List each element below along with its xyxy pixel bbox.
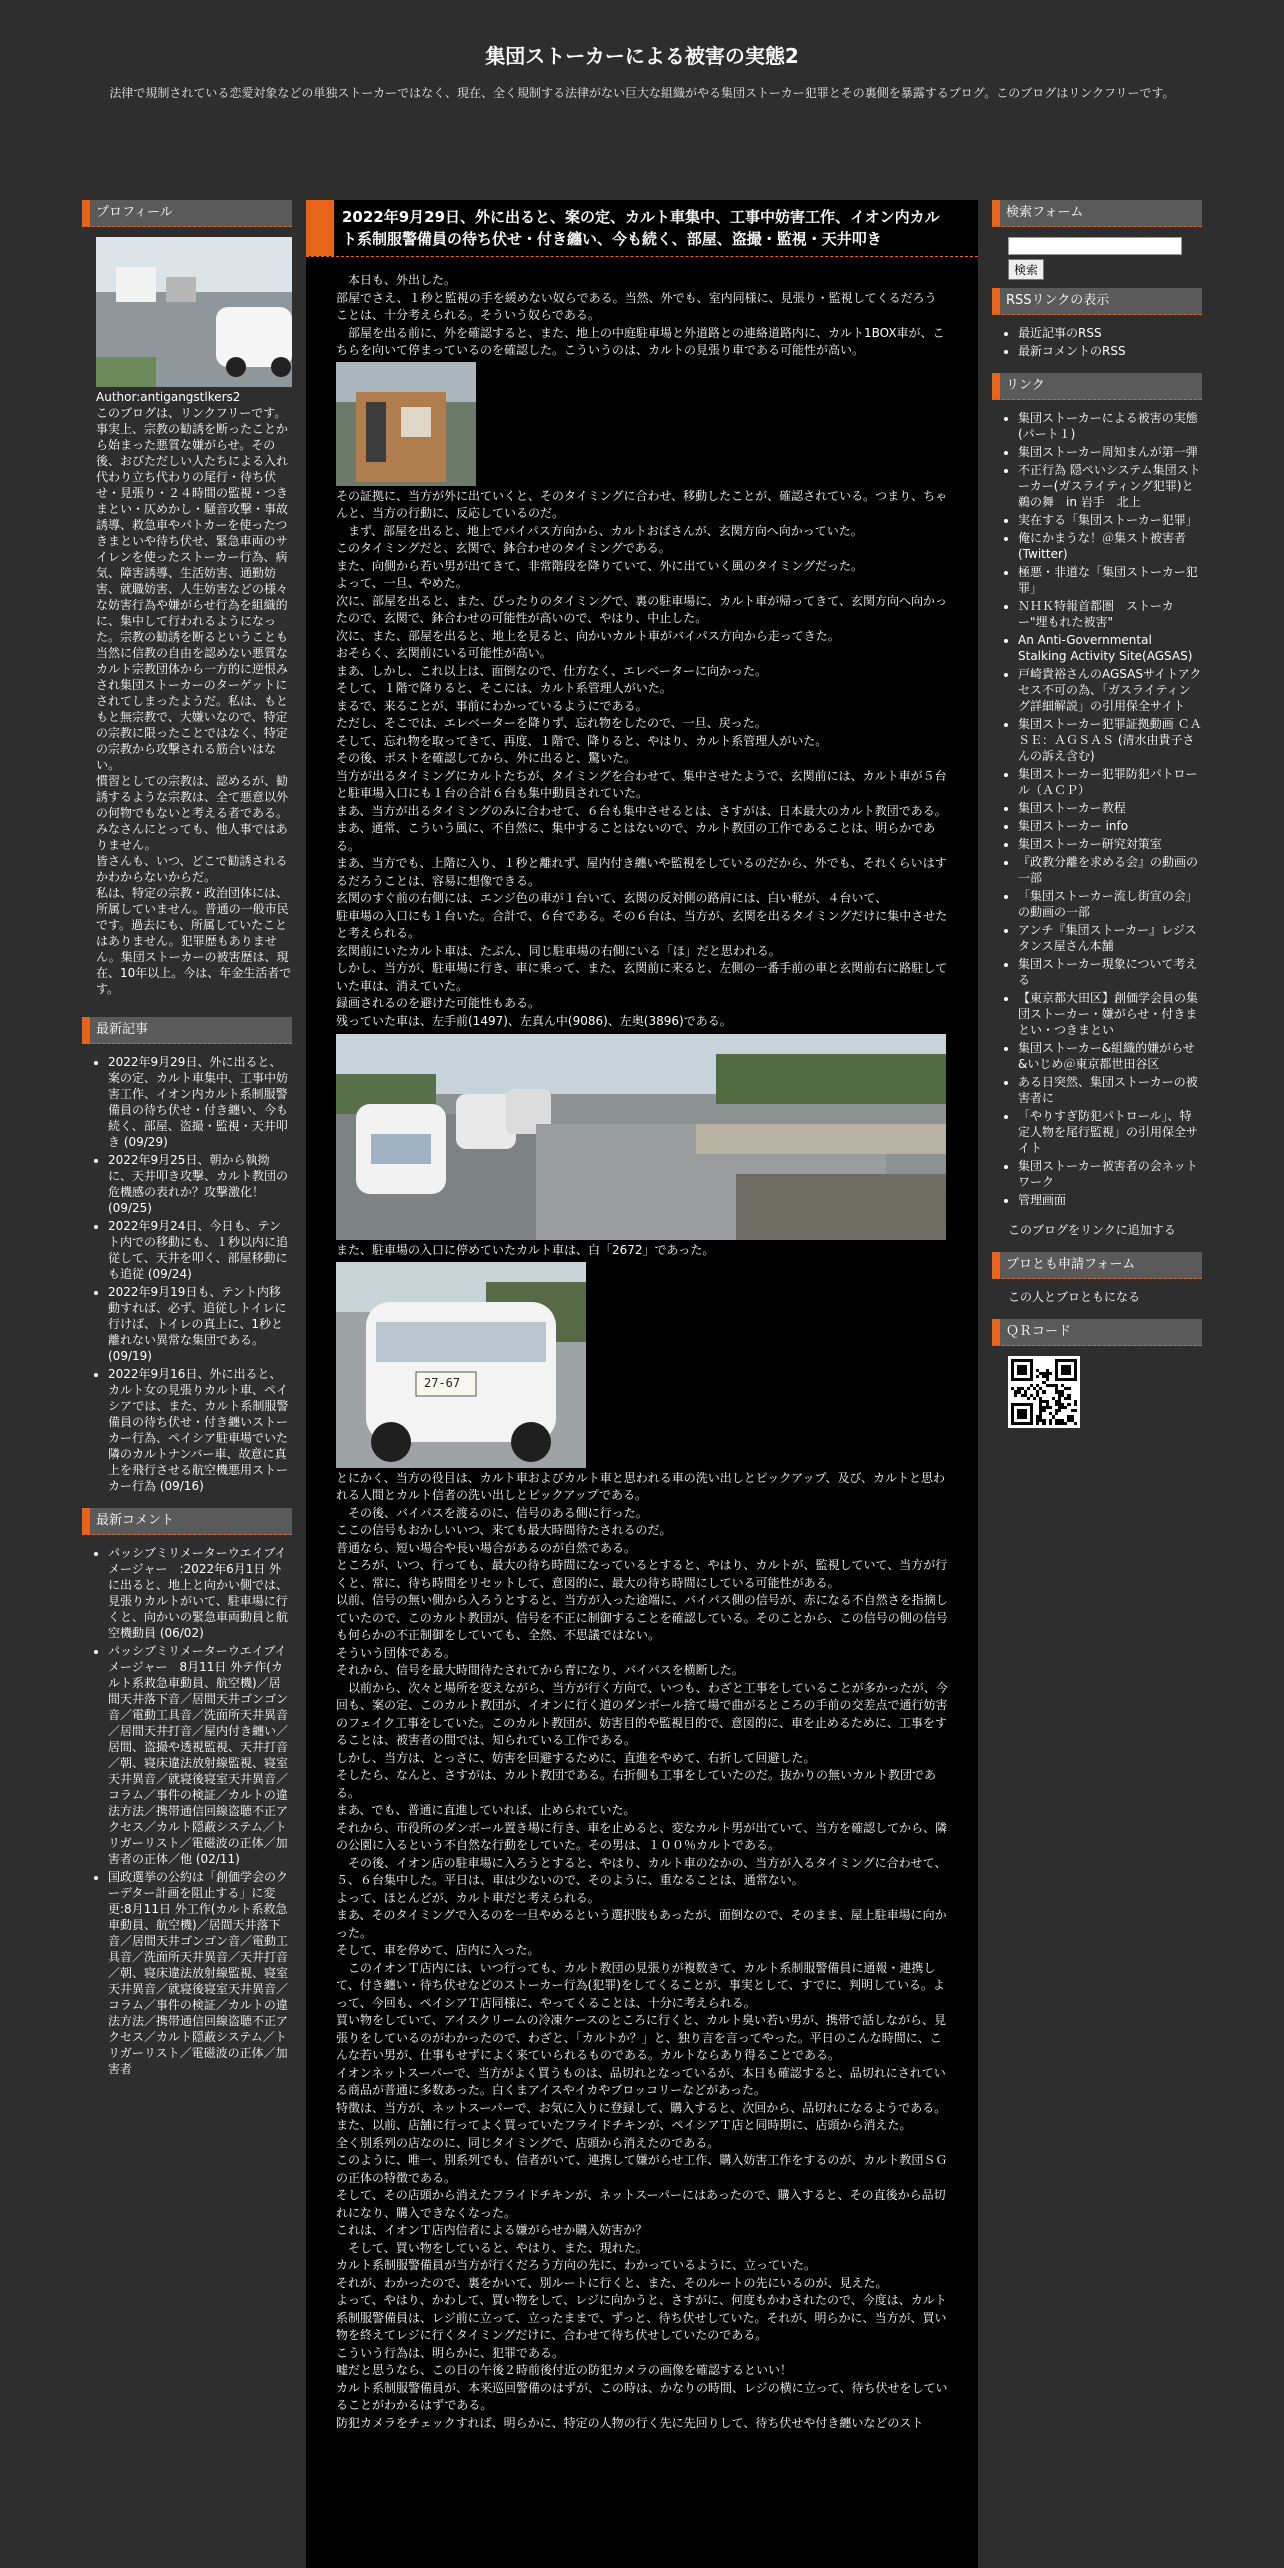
post-paragraph: 玄関のすぐ前の右側には、エンジ色の車が１台いて、玄関の反対側の路肩には、白い軽が、４台いて、 xyxy=(336,891,888,905)
post-paragraph: 次に、部屋を出ると、また、ぴったりのタイミングで、裏の駐車場に、カルト車が帰ってきて、玄関方向へ向かったので、玄関で、鉢合わせの可能性が高いので、やはり、中止した。 xyxy=(336,593,948,625)
post-paragraph: こういう行為は、明らかに、犯罪である。 xyxy=(336,2345,565,2360)
sidebar-link[interactable]: • ある日突然、集団ストーカーの被害者に xyxy=(1018,1074,1202,1106)
post-paragraph: まず、部屋を出ると、地上でバイパス方向から、カルトおばさんが、玄関方向へ向かっていた。 xyxy=(336,523,863,538)
car-plate: 27-67 xyxy=(424,1375,461,1390)
post-paragraph: また、駐車場の入口に停めていたカルト車は、白「2672」であった。 xyxy=(336,1243,715,1257)
post-paragraph: まるで、来ることが、事前にわかっているようにである。 xyxy=(336,698,648,713)
friend-form-widget-title: ブロとも申請フォーム xyxy=(992,1252,1202,1279)
post-paragraph: このイオンＴ店内には、いつ行っても、カルト教団の見張りが複数きて、カルト系制服警備員に通報・連携して、付き纏い・待ち伏せなどのストーカー行為(犯罪)をしてくることが、事実として、すでに、判明している。よって、今回も、ペイシアＴ店同様に、やってくることは、十分に考えられる。 xyxy=(336,1960,946,2010)
sidebar-link[interactable]: • アンチ『集団ストーカー』レジスタンス屋さん本舗 xyxy=(1018,922,1202,954)
recent-post-link[interactable]: • 2022年9月24日、今日も、テント内での移動にも、１秒以内に追従して、天井を叩く、部屋移動にも追従 (09/24) xyxy=(108,1218,292,1282)
post-paragraph: その証拠に、当方が外に出ていくと、そのタイミングに合わせ、移動したことが、確認されている。つまり、ちゃんと、当方の行動に、反応しているのだ。 xyxy=(336,488,948,520)
post-paragraph: 以前から、次々と場所を変えながら、当方が行く方向で、いつも、わざと工事をしていることが多かったが、今回も、案の定、このカルト教団が、イオンに行く道のダンボール捨て場で曲がるところの手前の交差点で通行妨害のフェイク工事をしていた。このカルト教団が、妨害目的や監視目的で、意図的に、車を止めるために、工事をすることは、被害者の間では、知られている工作である。 xyxy=(336,1680,948,1747)
sidebar-link[interactable]: • 実在する「集団ストーカー犯罪」 xyxy=(1018,512,1202,528)
post-paragraph: 次に、また、部屋を出ると、地上を見ると、向かいカルト車がバイパス方向から走ってきた。 xyxy=(336,628,840,643)
post-paragraph: 防犯カメラをチェックすれば、明らかに、特定の人物の行く先に先回りして、待ち伏せや付き纏いなどのスト xyxy=(336,2415,924,2430)
rss-list xyxy=(992,325,1202,359)
sidebar-link[interactable]: • 集団ストーカー犯罪証拠動画 ＣＡＳＥ：ＡＧＳＡＳ (清水由貴子さんの訴え含む) xyxy=(1018,716,1202,764)
sidebar-link[interactable]: • 集団ストーカー周知まんが第一弾 xyxy=(1018,444,1202,460)
profile-widget-title: プロフィール xyxy=(82,200,292,227)
post-paragraph: よって、一旦、やめた。 xyxy=(336,576,468,590)
post-paragraph: しかし、当方が、駐車場に行き、車に乗って、また、玄関前に来ると、左側の一番手前の車と玄関前右に路駐していた車は、消えていた。 xyxy=(336,961,948,993)
links-widget-title: リンク xyxy=(992,373,1202,400)
recent-comment-link[interactable]: • パッシブミリメーターウエイブイメージャー :2022年6月1日 外に出ると、地上と向かい側では、見張りカルトがいて、駐車場に行くと、向かいの緊急車両動員と航空機動員 (06/02) xyxy=(108,1545,292,1641)
post-area xyxy=(306,200,978,2568)
post-photo-1[interactable] xyxy=(336,362,476,486)
post-paragraph: まあ、しかし、これ以上は、面倒なので、仕方なく、エレベーターに向かった。 xyxy=(336,663,768,678)
sidebar-link[interactable]: • 集団ストーカー犯罪防犯パトロール（ＡＣＰ） xyxy=(1018,766,1202,798)
post-paragraph: そして、１階で降りると、そこには、カルト系管理人がいた。 xyxy=(336,681,672,695)
sidebar-link[interactable]: • An Anti-Governmental Stalking Activity Site(AGSAS) xyxy=(1018,632,1202,664)
sidebar-link[interactable]: • 集団ストーカー現象について考える xyxy=(1018,956,1202,988)
post-paragraph: このタイミングだと、玄関で、鉢合わせのタイミングである。 xyxy=(336,541,671,555)
sidebar-link[interactable]: • 【東京都大田区】創価学会員の集団ストーカー・嫌がらせ・付きまとい・つきまとい xyxy=(1018,990,1202,1038)
blog-description: 法律で規制されている恋愛対象などの単独ストーカーではなく、現在、全く規制する法律がない巨大な組織がやる集団ストーカー犯罪とその裏側を暴露するブログ。このブログはリンクフリーです。 xyxy=(109,86,1175,100)
post-paragraph: また、以前、店舗に行ってよく買っていたフライドチキンが、ペイシアＴ店と同時期に、店頭から消えた。 xyxy=(336,2118,912,2132)
post-paragraph: 駐車場の入口にも１台いた。合計で、６台である。その６台は、当方が、玄関を出るタイミングだけに集中させたと考えられる。 xyxy=(336,908,948,940)
post-paragraph: そして、その店頭から消えたフライドチキンが、ネットスーパーにはあったので、購入すると、その直後から品切れになり、購入できなくなった。 xyxy=(336,2188,946,2220)
post-paragraph: そして、忘れ物を取ってきて、再度、１階で、降りると、やはり、カルト系管理人がいた。 xyxy=(336,733,828,748)
post-title-accent xyxy=(306,200,334,256)
post-paragraph: よって、やはり、かわして、買い物をして、レジに向かうと、さすがに、何度もかわされたので、今度は、カルト系制服警備員は、レジ前に立って、立ったままで、ずっと、待ち伏せしていた。それが、明らかに、当方が、買い物を終えてレジに行くタイミングだけに、合わせて待ち伏せしていたのである。 xyxy=(336,2293,947,2342)
become-friend-link[interactable]: この人とブロともになる xyxy=(1008,1290,1141,1304)
recent-comments-list xyxy=(82,1545,292,2077)
recent-comments-widget-title: 最新コメント xyxy=(82,1508,292,1535)
search-widget-title: 検索フォーム xyxy=(992,200,1202,227)
sidebar-link[interactable]: • 集団ストーカー研究対策室 xyxy=(1018,836,1202,852)
recent-comment-link[interactable]: • 国政選挙の公約は「創価学会のクーデター計画を阻止する」に変更:8月11日 外工作(カルト系救急車動員、航空機)／居間天井落下音／居間天井ゴンゴン音／電動工具音／洗面所天井異音／天井打音／朝、寝床違法放射線監視、寝室天井異音／就寝後寝室天井異音／コラム／事件の検証／カルトの違法方法／携帯通信回線盗聴不正アクセス／カルト隠蔽システム／トリガーリスト／電磁波の正体／加害者 xyxy=(108,1869,292,2077)
blog-header xyxy=(0,0,1284,190)
sidebar-link[interactable]: • 集団ストーカー info xyxy=(1018,818,1202,834)
post-paragraph: 以前、信号の無い側から入ろうとすると、当方が入った途端に、バイパス側の信号が、赤になる不自然さを指摘していたので、このカルト教団が、信号を不正に制御することを確認している。そのことから、この信号の側の信号も何らかの不正制御をしていても、全然、不思議ではない。 xyxy=(336,1593,948,1642)
post-paragraph: 当方が出るタイミングにカルトたちが、タイミングを合わせて、集中させたようで、玄関前には、カルト車が５台と駐車場入口にも１台の合計６台も集中動員されていた。 xyxy=(336,768,947,800)
post-paragraph: カルト系制服警備員が、本来巡回警備のはずが、この時は、かなりの時間、レジの横に立って、待ち伏せをしていることがわかるはずである。 xyxy=(336,2380,948,2412)
post-paragraph: 部屋を出る前に、外を確認すると、また、地上の中庭駐車場と外道路との連絡道路内に、カルト1BOX車が、こちらを向いて停まっているのを確認した。こういうのは、カルトの見張り車である可能性が高い。 xyxy=(336,325,945,357)
rss-link[interactable]: • 最近記事のRSS xyxy=(1018,325,1202,341)
sidebar-link[interactable]: • 戸崎貴裕さんのAGSASサイトアクセス不可の為、「ガスライティング詳細解説」の引用保全サイト xyxy=(1018,666,1202,714)
sidebar-link[interactable]: • 集団ストーカー&組織的嫌がらせ&いじめ＠東京都世田谷区 xyxy=(1018,1040,1202,1072)
post-paragraph: そしたら、なんと、さすがは、カルト教団である。右折側も工事をしていたのだ。抜かりの無いカルト教団である。 xyxy=(336,1768,937,1800)
blog-title[interactable]: 集団ストーカーによる被害の実態2 xyxy=(485,44,799,68)
post-paragraph: 玄関前にいたカルト車は、たぶん、同じ駐車場の右側にいる「ほ」だと思われる。 xyxy=(336,943,781,958)
post-paragraph: その後、バイパスを渡るのに、信号のある側に行った。 xyxy=(336,1505,648,1520)
sidebar-link[interactable]: • 俺にかまうな！＠集スト被害者(Twitter) xyxy=(1018,530,1202,562)
post-paragraph: 嘘だと思うなら、この日の午後２時前後付近の防犯カメラの画像を確認するといい！ xyxy=(336,2363,793,2377)
post-paragraph: 特徴は、当方が、ネットスーパーで、お気に入りに登録して、購入すると、次回から、品切れになるようである。 xyxy=(336,2100,947,2115)
sidebar-link[interactable]: • 『政教分離を求める会』の動画の一部 xyxy=(1018,854,1202,886)
qr-code-icon xyxy=(1008,1356,1080,1428)
post-paragraph: そういう団体である。 xyxy=(336,1645,457,1660)
post-paragraph: よって、ほとんどが、カルト車だと考えられる。 xyxy=(336,1890,600,1905)
rss-widget-title: RSSリンクの表示 xyxy=(992,288,1202,315)
post-title[interactable]: 2022年9月29日、外に出ると、案の定、カルト車集中、工事中妨害工作、イオン内カルト系制服警備員の待ち伏せ・付き纏い、今も続く、部屋、盗撮・監視・天井叩き xyxy=(342,208,940,248)
post-paragraph: イオンネットスーパーで、当方がよく買うものは、品切れとなっているが、本日も確認すると、品切れにされている商品が普通に多数あった。白くまアイスやイカやブロッコリーなどがあった。 xyxy=(336,2065,946,2097)
post-paragraph: とにかく、当方の役目は、カルト車およびカルト車と思われる車の洗い出しとピックアップ、及び、カルトと思われる人間とカルト信者の洗い出しとピックアップである。 xyxy=(336,1470,946,1502)
post-paragraph: ただし、そこでは、エレベーターを降りず、忘れ物をしたので、一旦、戻った。 xyxy=(336,716,767,730)
sidebar-link[interactable]: • 集団ストーカー教程 xyxy=(1018,800,1202,816)
sidebar-link[interactable]: • 極悪・非道な「集団ストーカー犯罪」 xyxy=(1018,564,1202,596)
recent-post-link[interactable]: • 2022年9月25日、朝から執拗に、天井叩き攻撃、カルト教団の危機感の表れか？攻撃激化！ (09/25) xyxy=(108,1152,292,1216)
post-photo-2[interactable] xyxy=(336,1034,946,1240)
post-section-4 xyxy=(336,1470,948,2433)
post-paragraph: まあ、当方でも、上階に入り、１秒と離れず、屋内付き纏いや監視をしているのだから、外でも、それくらいはするだろうことは、容易に想像できる。 xyxy=(336,856,947,888)
sidebar-link[interactable]: • 不正行為 隠ぺいシステム集団ストーカー(ガスライティング犯罪)と 鵜の舞 in 岩手 北上 xyxy=(1018,462,1202,510)
search-button[interactable]: 検索 xyxy=(1008,259,1044,280)
post-paragraph: その後、イオン店の駐車場に入ろうとすると、やはり、カルト車のなかの、当方が入るタイミングに合わせて、５、６台集中した。平日は、車は少ないので、そのように、重なることは、通常ない。 xyxy=(336,1855,947,1887)
post-title-box xyxy=(306,200,978,257)
post-paragraph: まあ、そのタイミングで入るのを一旦やめるという選択肢もあったが、面倒なので、そのまま、屋上駐車場に向かった。 xyxy=(336,1908,947,1940)
post-paragraph: それから、市役所のダンボール置き場に行き、車を止めると、変なカルト男が出ていて、当方を確認してから、隣の公園に入るという不自然な行動をしていた。その男は、１００％カルトである。 xyxy=(336,1820,948,1852)
recent-posts-list xyxy=(82,1054,292,1494)
recent-post-link[interactable]: • 2022年9月19日も、テント内移動すれば、必ず、追従しトイレに行けば、トイレの真上に、1秒と離れない異常な集団である。(09/19) xyxy=(108,1284,292,1364)
post-paragraph: そして、車を停めて、店内に入った。 xyxy=(336,1943,540,1957)
post-paragraph: また、向側から若い男が出てきて、非常階段を降りていて、外に出ていく風のタイミングだった。 xyxy=(336,558,864,573)
links-list xyxy=(992,410,1206,1208)
post-paragraph: その後、ポストを確認してから、外に出ると、驚いた。 xyxy=(336,751,637,765)
sidebar-link[interactable]: • 「集団ストーカー流し街宣の会」の動画の一部 xyxy=(1018,888,1202,920)
post-section-3 xyxy=(336,1242,948,1260)
qr-widget-title: ＱＲコード xyxy=(992,1319,1202,1346)
right-sidebar xyxy=(992,200,1206,1428)
post-section-1 xyxy=(336,272,948,360)
recent-posts-widget-title: 最新記事 xyxy=(82,1017,292,1044)
post-paragraph: ところが、いつ、行っても、最大の待ち時間になっているとすると、やはり、カルトが、監視していて、当方が行くと、常に、待ち時間をリセットして、意図的に、最大の待ち時間にしている可能性がある。 xyxy=(336,1558,948,1590)
post-photo-3[interactable] xyxy=(336,1262,586,1468)
post-paragraph: ここの信号もおかしいいつ、来ても最大時間待たされるのだ。 xyxy=(336,1523,672,1537)
recent-post-link[interactable]: • 2022年9月16日、外に出ると、カルト女の見張りカルト車、ペイシアでは、また、カルト系制服警備員の待ち伏せ・付き纏いストーカー行為、ペイシア駐車場でいた隣のカルトナンバー車、故意に真上を飛行させる航空機悪用ストーカー行為 (09/16) xyxy=(108,1366,292,1494)
profile-photo-icon xyxy=(96,237,292,387)
post-paragraph: そして、買い物をしていると、やはり、また、現れた。 xyxy=(336,2240,648,2255)
add-link-to-blog[interactable]: このブログをリンクに追加する xyxy=(1008,1223,1176,1237)
recent-post-link[interactable]: • 2022年9月29日、外に出ると、案の定、カルト車集中、工事中妨害工作、イオン内カルト系制服警備員の待ち伏せ・付き纏い、今も続く、部屋、盗撮・監視・天井叩き (09/29) xyxy=(108,1054,292,1150)
sidebar-link[interactable]: • 管理画面 xyxy=(1018,1192,1202,1208)
post-paragraph: 録画されるのを避けた可能性もある。 xyxy=(336,996,541,1010)
post-paragraph: 普通なら、短い場合や長い場合があるのが自然である。 xyxy=(336,1540,637,1555)
post-paragraph: これは、イオンＴ店内信者による嫌がらせか購入妨害か？ xyxy=(336,2223,648,2237)
post-body xyxy=(336,272,948,2432)
sidebar-link[interactable]: • 集団ストーカーによる被害の実態(パート１) xyxy=(1018,410,1202,442)
post-paragraph: カルト系制服警備員が当方が行くだろう方向の先に、わかっているように、立っていた。 xyxy=(336,2258,817,2272)
sidebar-link[interactable]: • 集団ストーカー被害者の会ネットワーク xyxy=(1018,1158,1202,1190)
sidebar-link[interactable]: • 「やりすぎ防犯パトロール」、特定人物を尾行監視」の引用保全サイト xyxy=(1018,1108,1202,1156)
post-paragraph: 部屋でさえ、１秒と監視の手を緩めない奴らである。当然、外でも、室内同様に、見張り・監視してくるだろうことは、十分考えられる。そういう奴らである。 xyxy=(336,290,937,322)
post-paragraph: 全く別系列の店なのに、同じタイミングで、店頭から消えたのである。 xyxy=(336,2135,720,2150)
post-paragraph: このように、唯一、別系列でも、信者がいて、連携して嫌がらせ工作、購入妨害工作をするのが、カルト教団ＳＧの正体の特徴である。 xyxy=(336,2153,948,2185)
left-sidebar xyxy=(82,200,292,2091)
post-paragraph: まあ、通常、こういう風に、不自然に、集中することはないので、カルト教団の工作であることは、明らかである。 xyxy=(336,821,936,853)
profile-text: このブログは、リンクフリーです。 事実上、宗教の勧誘を断ったことから始まった悪質な嫌がらせ。その後、おびただしい人たちによる入れ代わり立ち代わりの尾行・待ち伏せ・見張り・２４時間の監視・つきまとい・仄めかし・騒音攻撃・事故誘導、救急車やパトカーを使ったつきまといや待ち伏せ、緊急車両のサイレンを使ったストーカー行為、病気、障害誘導、生活妨害、通勤妨害、就職妨害、人生妨害などの様々な妨害行為や嫌がらせ行為を組織的に、集中して行われるようになった。宗教の勧誘を断るということも当然に信教の自由を認めない悪質なカルト宗教団体から一方的に逆恨みされ集団ストーカーのターゲットにされてしまったようだ。私は、もともと無宗教で、大嫌いなので、特定の宗教に限ったことではなく、特定の宗教から攻撃される筋合いはない。 慣習としての宗教は、認めるが、勧誘するような宗教は、全て悪意以外の何物でもないと考える者である。 みなさんにとっても、他人事ではありません。 皆さんも、いつ、どこで勧誘されるかわからないからだ。 私は、特定の宗教・政治団体には、所属していません。普通の一般市民です。過去にも、所属していたことはありません。犯罪歴もありません。集団ストーカーの被害歴は、現在、10年以上。今は、年金生活者です。 xyxy=(96,406,292,996)
post-paragraph: まあ、でも、普通に直進していれば、止められていた。 xyxy=(336,1803,636,1817)
post-paragraph: 本日も、外出した。 xyxy=(336,273,457,287)
post-paragraph: それが、わかったので、裏をかいて、別ルートに行くと、また、そのルートの先にいるのが、見えた。 xyxy=(336,2275,888,2290)
post-paragraph: まあ、当方が出るタイミングのみに合わせて、６台も集中させるとは、さすがは、日本最大のカルト教団である。 xyxy=(336,803,947,818)
post-paragraph: しかし、当方は、とっさに、妨害を回避するために、直進をやめて、右折して回避した。 xyxy=(336,1750,816,1765)
rss-link[interactable]: • 最新コメントのRSS xyxy=(1018,343,1202,359)
post-paragraph: 買い物をしていて、アイスクリームの冷凍ケースのところに行くと、カルト臭い若い男が、携帯で話しながら、見張りをしているのがわかったので、わざと、「カルトか？」と、独り言を言ってやった。平日のこんな時間に、こんな若い男が、仕事もせずによく来ていられるものである。カルトならあり得ることである。 xyxy=(336,2013,946,2062)
profile-author: Author:antigangstlkers2 xyxy=(96,390,241,404)
sidebar-link[interactable]: • ＮＨＫ特報首都圏 ストーカー"埋もれた被害" xyxy=(1018,598,1202,630)
post-section-2 xyxy=(336,488,948,1031)
search-input[interactable] xyxy=(1008,237,1182,255)
recent-comment-link[interactable]: • パッシブミリメーターウエイブイメージャー 8月11日 外テ作(カルト系救急車動員、航空機)／居間天井落下音／居間天井ゴンゴン音／電動工具音／洗面所天井異音／居間天井打音／屋内付き纏い／居間、盗撮や透視監視、天井打音／朝、寝床違法放射線監視、寝室天井異音／就寝後寝室天井異音／コラム／事件の検証／カルトの違法方法／携帯通信回線盗聴不正アクセス／カルト隠蔽システム／トリガーリスト／電磁波の正体／加害者の正体／他 (02/11) xyxy=(108,1643,292,1867)
post-paragraph: それから、信号を最大時間待たされてから青になり、バイパスを横断した。 xyxy=(336,1663,744,1677)
post-paragraph: 残っていた車は、左手前(1497)、左真ん中(9086)、左奥(3896)である。 xyxy=(336,1013,732,1028)
post-paragraph: おそらく、玄関前にいる可能性が高い。 xyxy=(336,646,552,660)
